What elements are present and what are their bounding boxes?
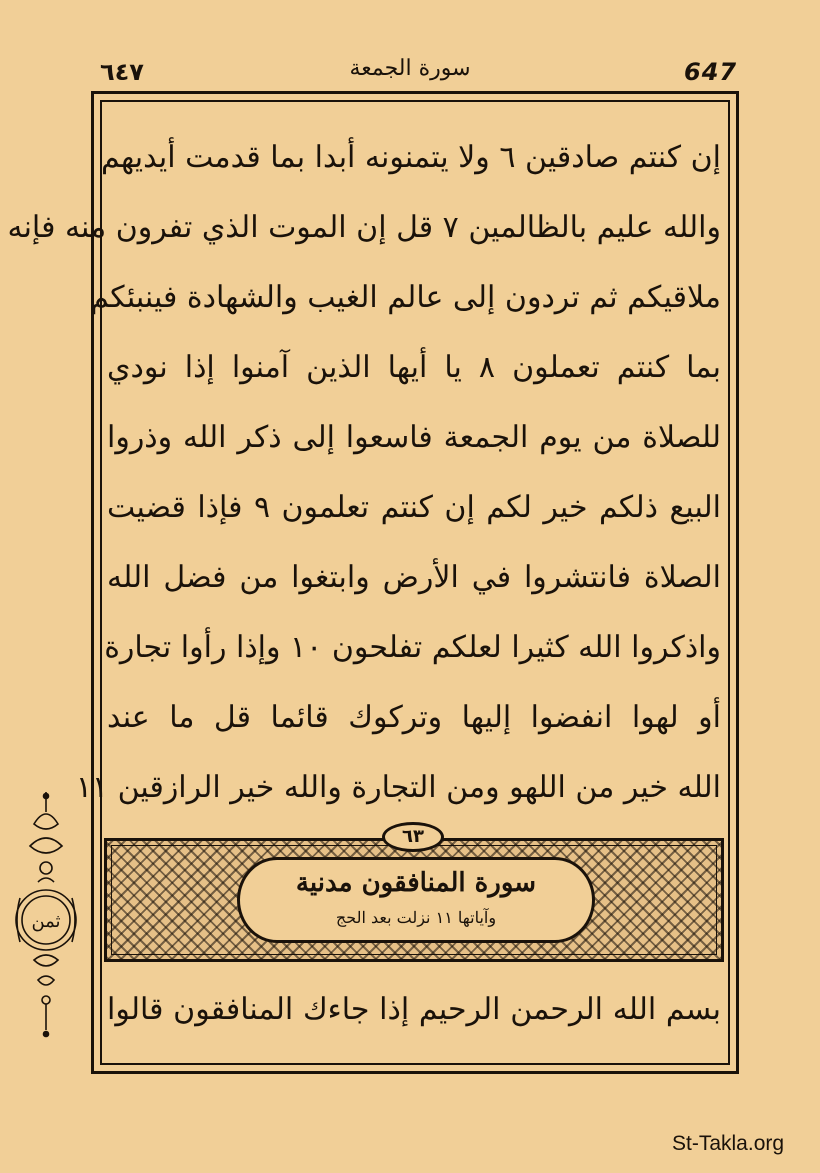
verse-line: للصلاة من يوم الجمعة فاسعوا إلى ذكر الله وذروا: [107, 420, 721, 455]
verse-block: [7, 106, 721, 826]
surah-header-ornament: [104, 838, 724, 962]
surah-number-badge: ٦٣: [382, 822, 444, 852]
verse-line: بما كنتم تعملون ٨ يا أيها الذين آمنوا إذا نودي: [107, 350, 721, 385]
page-number-arabic: ٦٤٧: [100, 58, 144, 86]
margin-label: ثمن: [31, 911, 61, 932]
verse-line: واذكروا الله كثيرا لعلكم تفلحون ١٠ وإذا رأوا تجارة: [104, 630, 721, 665]
verse-line: أو لهوا انفضوا إليها وتركوك قائما قل ما عند: [107, 700, 721, 735]
page-number-latin: 647: [684, 58, 738, 86]
verse-line: إن كنتم صادقين ٦ ولا يتمنونه أبدا بما قدمت أيديهم: [100, 140, 721, 175]
verse-line: والله عليم بالظالمين ٧ قل إن الموت الذي تفرون منه فإنه: [7, 210, 721, 245]
surah-info: وآياتها ١١ نزلت بعد الحج: [335, 908, 497, 927]
verse-line: ملاقيكم ثم تردون إلى عالم الغيب والشهادة فينبئكم: [90, 280, 721, 315]
verse-line: الله خير من اللهو ومن التجارة والله خير الرازقين ١١: [75, 770, 721, 805]
surah-title: سورة المنافقون مدنية: [295, 868, 537, 898]
watermark: St-Takla.org: [672, 1132, 785, 1155]
verse-line: الصلاة فانتشروا في الأرض وابتغوا من فضل الله: [107, 560, 721, 595]
surah-cartouche: [237, 857, 595, 943]
running-title: سورة الجمعة: [349, 56, 471, 81]
basmala-line: بسم الله الرحمن الرحيم إذا جاءك المنافقون قالوا: [107, 992, 721, 1027]
verse-line: البيع ذلكم خير لكم إن كنتم تعلمون ٩ فإذا قضيت: [107, 490, 721, 525]
hizb-marker-icon: [8, 790, 84, 1040]
